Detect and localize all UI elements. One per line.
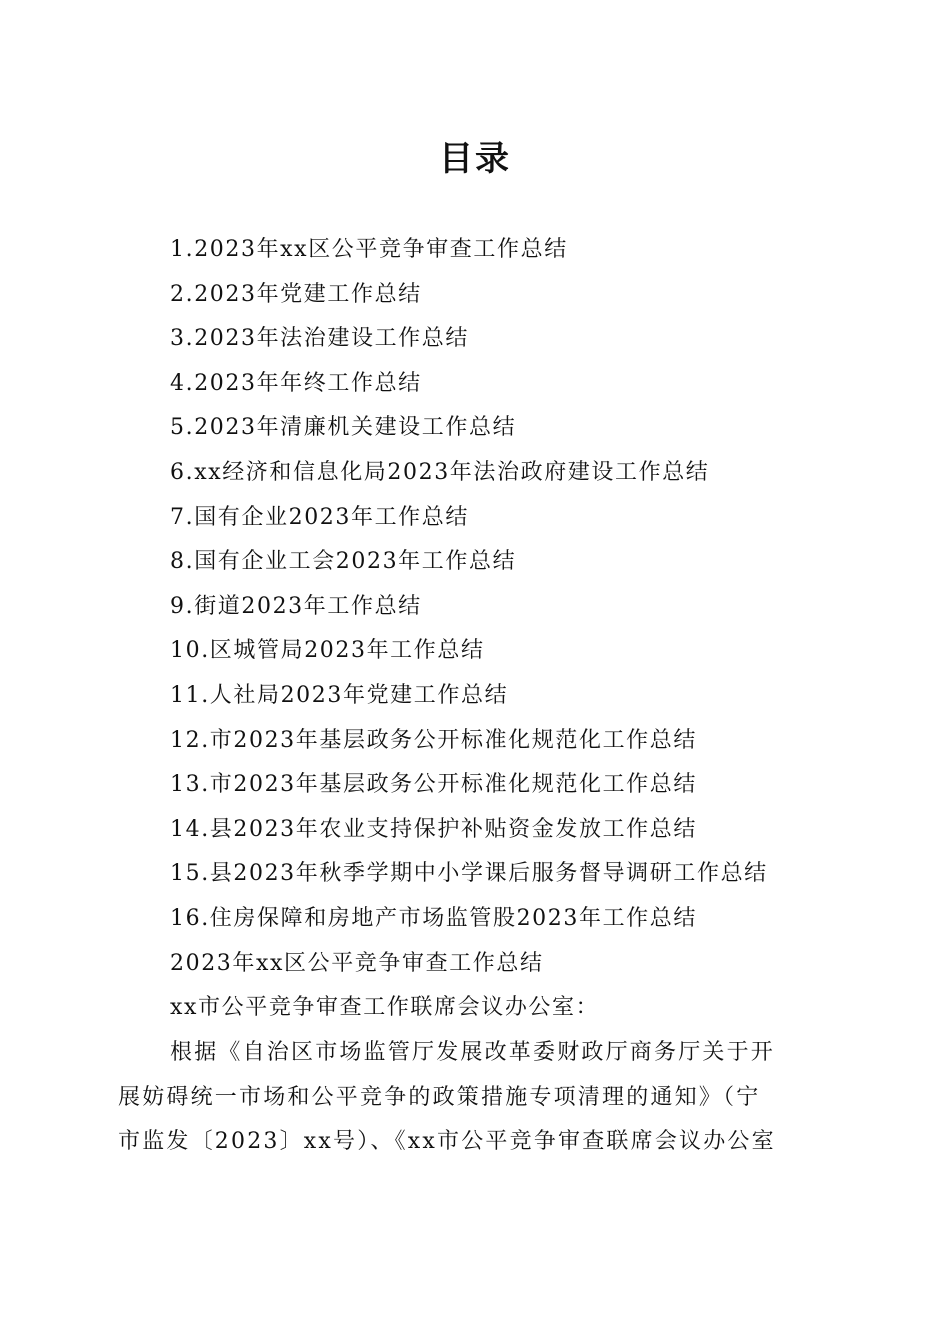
toc-item[interactable]: 5.2023年清廉机关建设工作总结 — [170, 415, 517, 441]
toc-item[interactable]: 3.2023年法治建设工作总结 — [170, 326, 469, 352]
toc-item[interactable]: 7.国有企业2023年工作总结 — [170, 504, 469, 530]
body-line: 根据《自治区市场监管厅发展改革委财政厅商务厅关于开 — [170, 1040, 776, 1065]
body-line: 展妨碍统一市场和公平竞争的政策措施专项清理的通知》（宁 — [118, 1084, 761, 1110]
toc-item[interactable]: 14.县2023年农业支持保护补贴资金发放工作总结 — [170, 816, 697, 842]
article-header — [170, 942, 599, 1031]
toc-item[interactable]: 6.xx经济和信息化局2023年法治政府建设工作总结 — [170, 459, 710, 485]
toc-item[interactable]: 16.住房保障和房地产市场监管股2023年工作总结 — [170, 905, 697, 931]
toc-item[interactable]: 13.市2023年基层政务公开标准化规范化工作总结 — [170, 772, 697, 798]
toc-item[interactable]: 12.市2023年基层政务公开标准化规范化工作总结 — [170, 727, 697, 753]
page-title: 目录 — [439, 139, 511, 179]
article-heading: 2023年xx区公平竞争审查工作总结 — [170, 950, 544, 976]
table-of-contents — [170, 228, 768, 942]
article-body — [118, 1031, 830, 1165]
toc-item[interactable]: 2.2023年党建工作总结 — [170, 281, 422, 307]
toc-item[interactable]: 10.区城管局2023年工作总结 — [170, 638, 485, 664]
toc-item[interactable]: 1.2023年xx区公平竞争审查工作总结 — [170, 237, 568, 262]
body-line: 市监发〔2023〕xx号）、《xx市公平竞争审查联席会议办公室 — [118, 1129, 776, 1155]
toc-item[interactable]: 11.人社局2023年党建工作总结 — [170, 682, 509, 708]
toc-item[interactable]: 4.2023年年终工作总结 — [170, 370, 422, 396]
toc-item[interactable]: 8.国有企业工会2023年工作总结 — [170, 549, 517, 575]
article-salutation: xx市公平竞争审查工作联席会议办公室： — [170, 995, 600, 1021]
toc-item[interactable]: 9.街道2023年工作总结 — [170, 593, 422, 619]
toc-item[interactable]: 15.县2023年秋季学期中小学课后服务督导调研工作总结 — [170, 861, 768, 887]
